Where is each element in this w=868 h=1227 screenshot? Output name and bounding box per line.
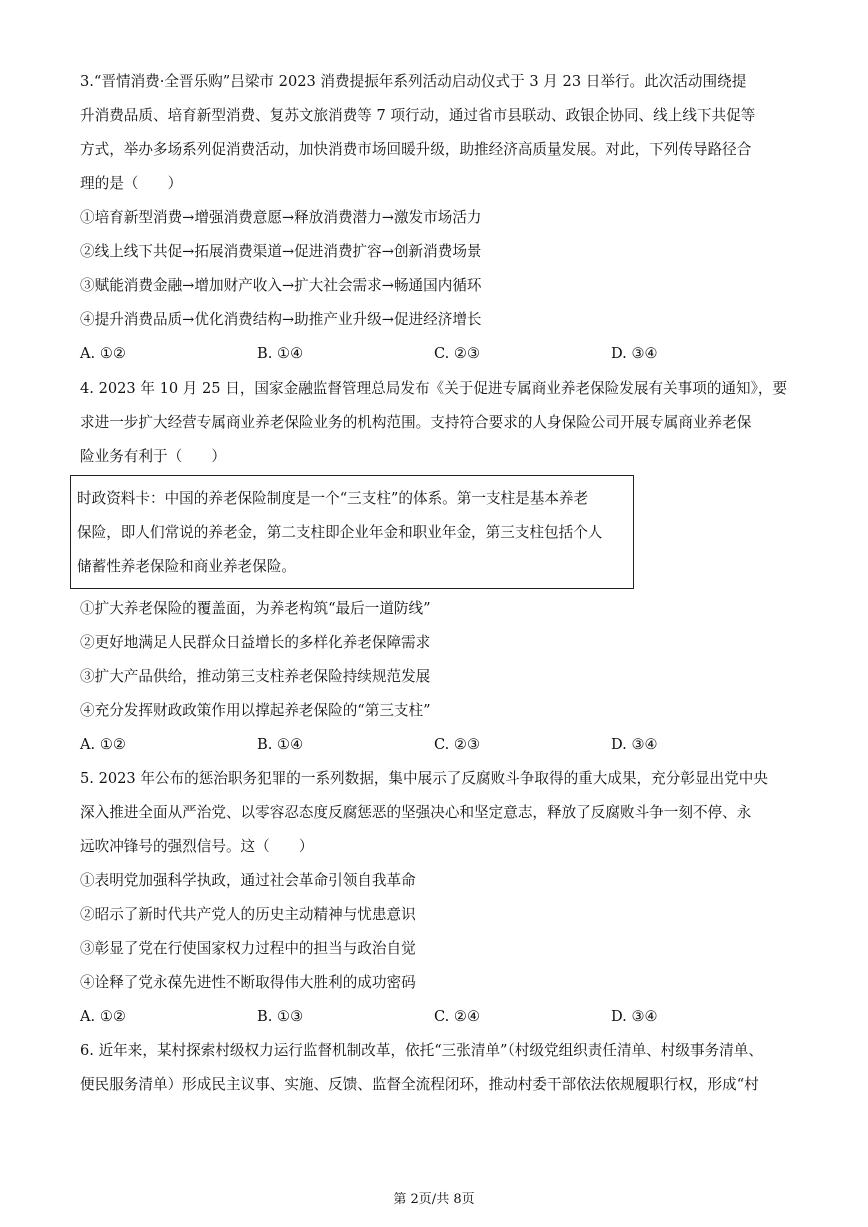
question-6-stem-line: 便民服务清单）形成民主议事、实施、反馈、监督全流程闭环，推动村委干部依法依规履职行权，形成“村 <box>80 1076 759 1093</box>
question-3 <box>80 65 796 371</box>
question-6 <box>80 1034 796 1102</box>
question-4-body <box>80 592 796 762</box>
question-3-item: ②线上线下共促→拓展消费渠道→促进消费扩容→创新消费场景 <box>80 243 482 260</box>
question-4-item: ①扩大养老保险的覆盖面，为养老构筑“最后一道防线” <box>80 600 431 617</box>
question-5-stem-line: 远吹冲锋号的强烈信号。这（ ） <box>80 838 314 855</box>
question-3-stem-line: 理的是（ ） <box>80 175 183 192</box>
question-5-item: ①表明党加强科学执政，通过社会革命引领自我革命 <box>80 872 416 889</box>
question-3-stem-line: 方式，举办多场系列促消费活动，加快消费市场回暖升级，助推经济高质量发展。对此，下列传导路径合 <box>80 141 752 158</box>
option-c: C. ②④ <box>434 1008 481 1025</box>
question-5-item: ③彰显了党在行使国家权力过程中的担当与政治自觉 <box>80 940 416 957</box>
question-4-stem-line: 求进一步扩大经营专属商业养老保险业务的机构范围。支持符合要求的人身保险公司开展专属商业养老保 <box>80 414 752 431</box>
option-a: A. ①② <box>80 345 126 362</box>
option-d: D. ③④ <box>611 1008 658 1025</box>
question-6-stem-line: 6. 近年来，某村探索村级权力运行监督机制改革，依托“三张清单”（村级党组织责任清单、村级事务清单、 <box>80 1042 763 1059</box>
question-3-item: ③赋能消费金融→增加财产收入→扩大社会需求→畅通国内循环 <box>80 277 482 294</box>
question-3-stem-line: 3.“晋情消费·全晋乐购”吕梁市 2023 消费提振年系列活动启动仪式于 3 月 23 日举行。此次活动围绕提 <box>80 73 747 90</box>
question-4-options <box>80 728 796 762</box>
question-5-stem-line: 5. 2023 年公布的惩治职务犯罪的一系列数据，集中展示了反腐败斗争取得的重大成果，充分彰显出党中央 <box>80 770 768 787</box>
option-c: C. ②③ <box>434 345 481 362</box>
question-5-item: ④诠释了党永葆先进性不断取得伟大胜利的成功密码 <box>80 974 416 991</box>
question-3-item: ④提升消费品质→优化消费结构→助推产业升级→促进经济增长 <box>80 311 482 328</box>
question-5-item: ②昭示了新时代共产党人的历史主动精神与忧患意识 <box>80 906 416 923</box>
option-a: A. ①② <box>80 736 126 753</box>
option-d: D. ③④ <box>611 345 658 362</box>
page-number-footer: 第 2页/共 8页 <box>393 1192 475 1207</box>
question-5 <box>80 762 796 1034</box>
option-a: A. ①② <box>80 1008 126 1025</box>
question-4-item: ②更好地满足人民群众日益增长的多样化养老保障需求 <box>80 634 431 651</box>
question-4-stem-line: 险业务有利于（ ） <box>80 448 226 465</box>
option-b: B. ①④ <box>257 736 304 753</box>
question-3-options <box>80 337 796 371</box>
policy-info-card <box>70 475 634 589</box>
option-b: B. ①③ <box>257 1008 304 1025</box>
question-3-item: ①培育新型消费→增强消费意愿→释放消费潜力→激发市场活力 <box>80 209 482 226</box>
question-4-item: ③扩大产品供给，推动第三支柱养老保险持续规范发展 <box>80 668 431 685</box>
question-5-options <box>80 1000 796 1034</box>
question-4-stem-line: 4. 2023 年 10 月 25 日，国家金融监督管理总局发布《关于促进专属商业养老保险发展有关事项的通知》，要 <box>80 380 788 397</box>
info-card-line: 时政资料卡：中国的养老保险制度是一个“三支柱”的体系。第一支柱是基本养老 <box>77 490 589 507</box>
option-b: B. ①④ <box>257 345 304 362</box>
info-card-line: 储蓄性养老保险和商业养老保险。 <box>77 558 296 575</box>
question-4-item: ④充分发挥财政政策作用以撑起养老保险的“第三支柱” <box>80 702 431 719</box>
question-4 <box>80 372 796 474</box>
info-card-line: 保险，即人们常说的养老金，第二支柱即企业年金和职业年金，第三支柱包括个人 <box>77 524 603 541</box>
question-3-stem-line: 升消费品质、培育新型消费、复苏文旅消费等 7 项行动，通过省市县联动、政银企协同、线上线下共促等 <box>80 107 756 124</box>
question-5-stem-line: 深入推进全面从严治党、以零容忍态度反腐惩恶的坚强决心和坚定意志，释放了反腐败斗争一刻不停、永 <box>80 804 752 821</box>
option-d: D. ③④ <box>611 736 658 753</box>
option-c: C. ②③ <box>434 736 481 753</box>
